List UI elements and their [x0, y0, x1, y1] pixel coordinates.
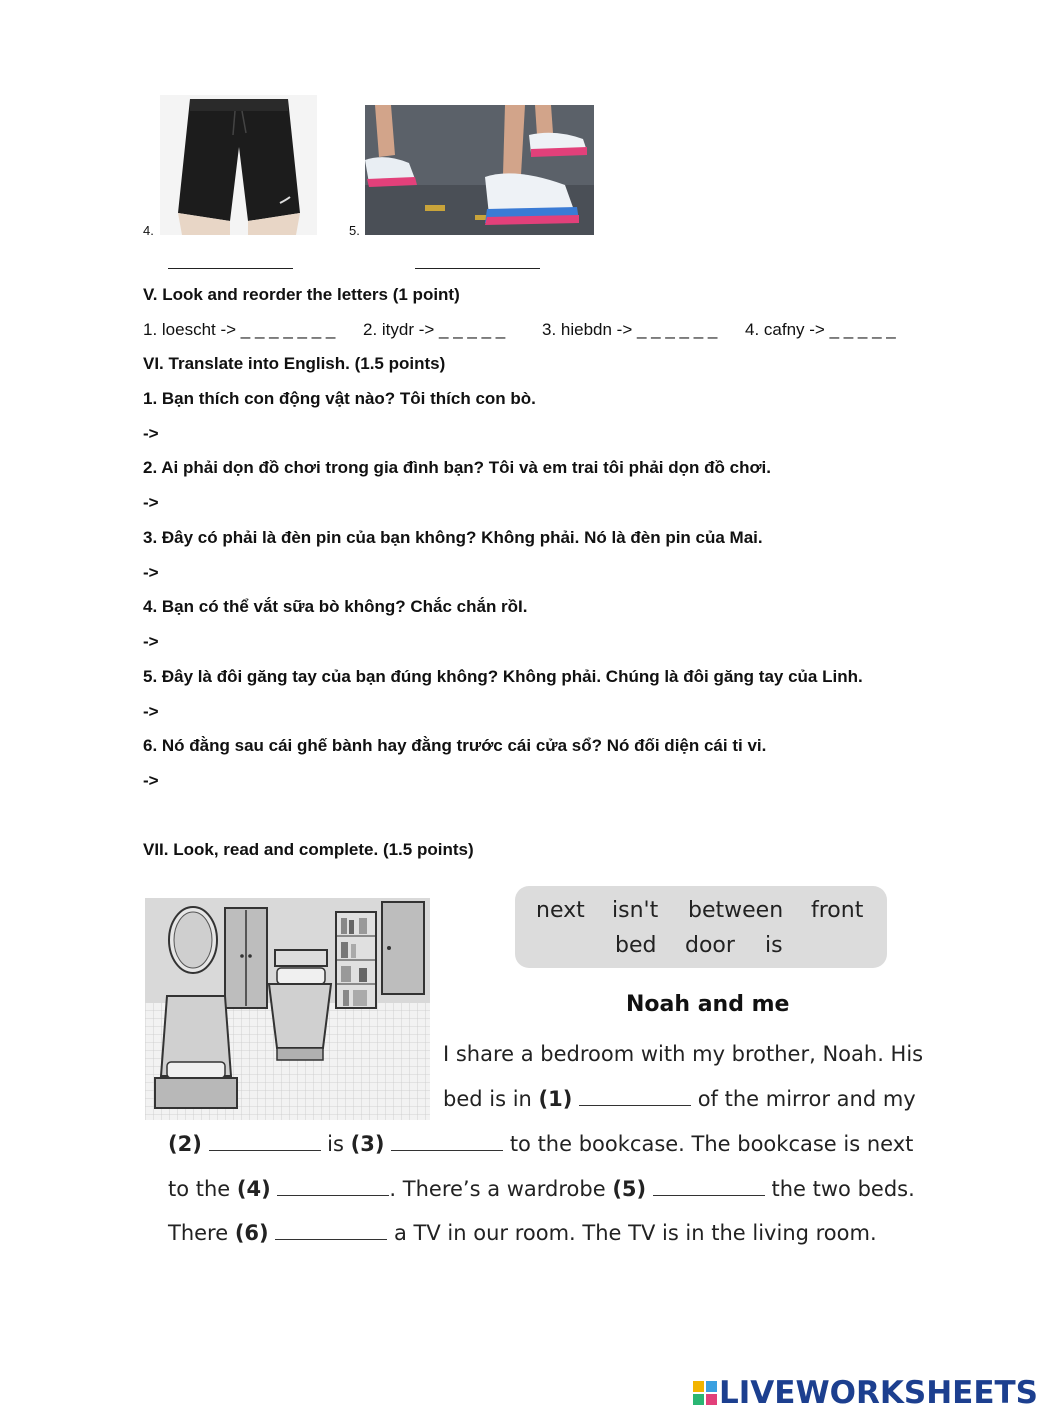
logo-icon	[693, 1380, 719, 1406]
passage-text: to the	[168, 1177, 237, 1201]
blank-number-3: (3)	[350, 1132, 385, 1156]
passage-line-1	[443, 1042, 923, 1066]
sneakers-image	[365, 105, 594, 235]
blank-2[interactable]	[209, 1132, 321, 1151]
reorder-item-2[interactable]: 2. itydr -> _ _ _ _ _	[363, 320, 506, 339]
translate-question-5: 5. Đây là đôi găng tay của bạn đúng không? Không phải. Chúng là đôi găng tay của Linh.	[143, 667, 863, 686]
blank-1[interactable]	[579, 1087, 691, 1106]
word-bank-word: bed	[615, 933, 657, 958]
passage-line-2	[443, 1087, 916, 1111]
blank-5[interactable]	[653, 1177, 765, 1196]
passage-line-5	[168, 1221, 877, 1245]
passage-text: There	[168, 1221, 235, 1245]
item-5-number: 5.	[349, 223, 360, 238]
word-bank-word: door	[685, 933, 735, 958]
reorder-item-3[interactable]: 3. hiebdn -> _ _ _ _ _ _	[542, 320, 718, 339]
answer-arrow-5[interactable]: ->	[143, 702, 159, 721]
passage-line-3	[168, 1132, 913, 1156]
section-5-title: V. Look and reorder the letters (1 point)	[143, 285, 460, 304]
answer-arrow-2[interactable]: ->	[143, 493, 159, 512]
bedroom-illustration	[145, 898, 430, 1120]
passage-text: I share a bedroom with my brother, Noah. His	[443, 1042, 924, 1066]
logo-text: LIVEWORKSHEETS	[719, 1375, 1038, 1411]
answer-line-4[interactable]	[168, 268, 293, 269]
translate-question-6: 6. Nó đằng sau cái ghế bành hay đằng trước cái cửa sổ? Nó đối diện cái ti vi.	[143, 736, 767, 755]
blank-number-2: (2)	[168, 1132, 202, 1156]
passage-title: Noah and me	[626, 992, 790, 1017]
blank-4[interactable]	[277, 1177, 389, 1196]
liveworksheets-logo[interactable]	[693, 1375, 1038, 1411]
passage-text: the two beds.	[764, 1177, 915, 1201]
shorts-image	[160, 95, 317, 235]
translate-question-2: 2. Ai phải dọn đồ chơi trong gia đình bạn? Tôi và em trai tôi phải dọn đồ chơi.	[143, 458, 771, 477]
translate-question-3: 3. Đây có phải là đèn pin của bạn không? Không phải. Nó là đèn pin của Mai.	[143, 528, 763, 547]
section-7-title: VII. Look, read and complete. (1.5 points)	[143, 840, 474, 859]
passage-text: a TV in our room. The TV is in the living room.	[387, 1221, 877, 1245]
blank-number-4: (4)	[236, 1177, 271, 1201]
word-bank-word: between	[688, 898, 784, 923]
answer-line-5[interactable]	[415, 268, 540, 269]
answer-arrow-4[interactable]: ->	[143, 632, 159, 651]
answer-arrow-3[interactable]: ->	[143, 563, 159, 582]
blank-6[interactable]	[275, 1221, 387, 1240]
item-4-number: 4.	[143, 223, 154, 238]
word-bank-word: front	[811, 898, 864, 923]
answer-arrow-1[interactable]: ->	[143, 424, 159, 443]
reorder-item-4[interactable]: 4. cafny -> _ _ _ _ _	[745, 320, 896, 339]
blank-number-5: (5)	[612, 1177, 647, 1201]
blank-3[interactable]	[391, 1132, 503, 1151]
passage-text: to the bookcase. The bookcase is next	[503, 1132, 914, 1156]
translate-question-4: 4. Bạn có thể vắt sữa bò không? Chắc chắn rồI.	[143, 597, 528, 616]
translate-question-1: 1. Bạn thích con động vật nào? Tôi thích con bò.	[143, 389, 536, 408]
blank-number-1: (1)	[538, 1087, 573, 1111]
word-bank	[515, 886, 887, 968]
passage-text: is	[320, 1132, 351, 1156]
word-bank-word: isn't	[612, 898, 659, 923]
passage-text: of the mirror and my	[691, 1087, 916, 1111]
reorder-item-1[interactable]: 1. loescht -> _ _ _ _ _ _ _	[143, 320, 336, 339]
answer-arrow-6[interactable]: ->	[143, 771, 159, 790]
section-6-title: VI. Translate into English. (1.5 points)	[143, 354, 446, 373]
blank-number-6: (6)	[234, 1221, 269, 1245]
passage-text: . There’s a wardrobe	[389, 1177, 613, 1201]
passage-text: bed is in	[443, 1087, 539, 1111]
passage-line-4	[168, 1177, 915, 1201]
word-bank-word: next	[536, 898, 585, 923]
word-bank-word: is	[765, 933, 783, 958]
